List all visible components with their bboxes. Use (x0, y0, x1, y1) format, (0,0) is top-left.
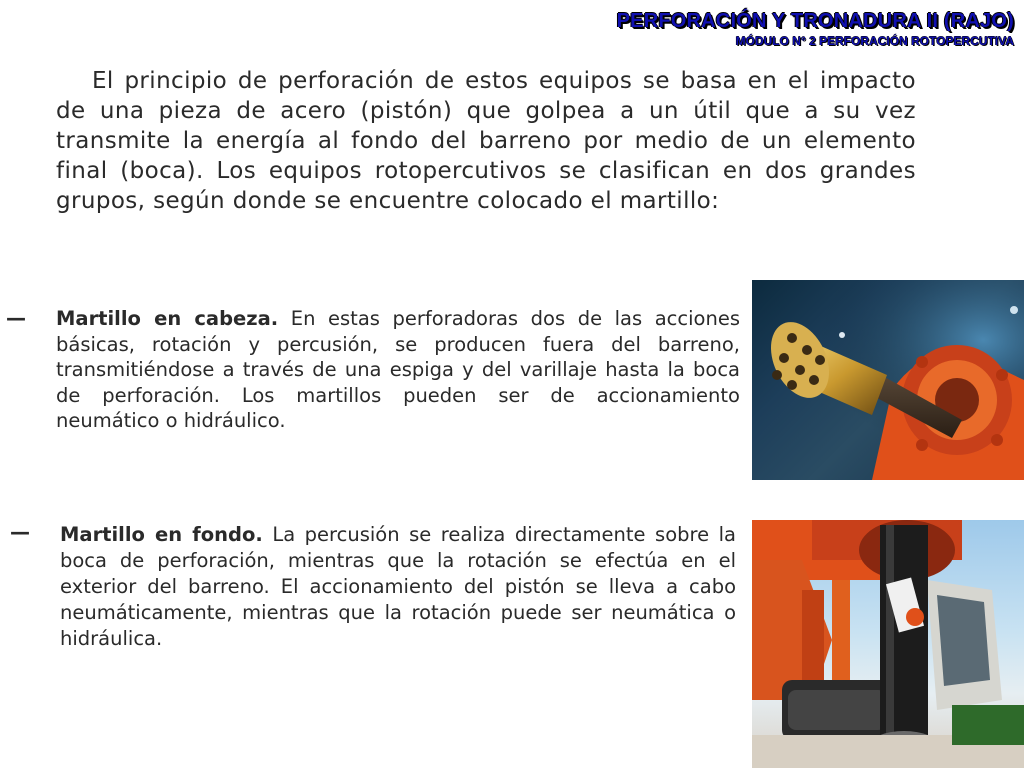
drill-bit-photo (752, 280, 1024, 480)
bullet-dash: — (10, 520, 30, 544)
intro-paragraph (56, 66, 916, 216)
drill-rig-illustration (752, 520, 1024, 768)
drill-rig-photo (752, 520, 1024, 768)
drill-bit-illustration (752, 280, 1024, 480)
section-heading: Martillo en cabeza. (56, 307, 279, 330)
section-body: En estas perforadoras dos de las acciones básicas, rotación y percusión, se producen fuera del barreno, transmitiéndose a través de una espiga y del varillaje hasta la boca de perforación. Los martillos pueden ser de accionamiento neumático o hidráulico. (56, 307, 740, 432)
bullet-dash: — (6, 306, 26, 330)
intro-text: El principio de perforación de estos equipos se basa en el impacto de una pieza de acero (pistón) que golpea a un útil que a su vez transmite la energía al fondo del barreno por medio de un elemento final (boca). Los equipos rotopercutivos se clasifican en dos grandes grupos, según donde se encuentre colocado el martillo: (56, 68, 916, 214)
section-heading: Martillo en fondo. (60, 523, 263, 546)
slide-header (617, 10, 1014, 48)
section-down-hole-hammer (60, 522, 736, 652)
section-top-hammer (56, 306, 740, 434)
course-title: PERFORACIÓN Y TRONADURA II (RAJO) (616, 10, 1014, 32)
section-body: La percusión se realiza directamente sobre la boca de perforación, mientras que la rotación se efectúa en el exterior del barreno. El accionamiento del pistón se lleva a cabo neumáticamente, mientras que la rotación puede ser neumática o hidráulica. (60, 523, 736, 650)
module-subtitle: MÓDULO N° 2 PERFORACIÓN ROTOPERCUTIVA (735, 34, 1014, 48)
